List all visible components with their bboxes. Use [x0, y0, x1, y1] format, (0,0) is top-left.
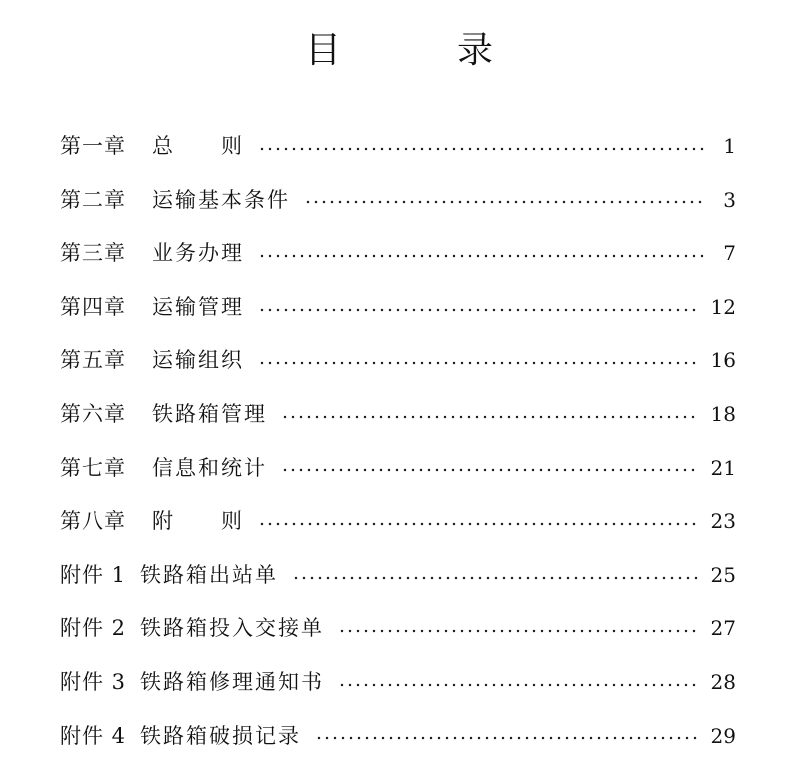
toc-entry-chapter-8[interactable]	[60, 495, 736, 549]
toc-entry-name: 铁路箱出站单	[140, 562, 279, 587]
toc-entry-chapter-2[interactable]	[60, 174, 736, 228]
dot-leader	[281, 415, 699, 419]
toc-entry-label: 第八章	[60, 509, 126, 534]
toc-entry-name: 运输管理	[152, 294, 244, 319]
toc-entry-page: 25	[710, 562, 736, 587]
toc-entry-page: 18	[710, 401, 736, 426]
toc-entry-label: 附件 1	[60, 562, 127, 587]
dot-leader	[258, 308, 699, 312]
toc-entry-name: 铁路箱修理通知书	[140, 669, 325, 694]
toc-entry-page: 21	[710, 455, 736, 480]
toc-entry-name: 信息和统计	[152, 455, 267, 480]
toc-entry-chapter-3[interactable]	[60, 227, 736, 281]
toc-entry-chapter-1[interactable]	[60, 120, 736, 174]
toc-entry-page: 27	[710, 616, 736, 641]
toc-entry-page: 16	[710, 348, 736, 373]
dot-leader	[258, 147, 704, 151]
toc-entry-chapter-7[interactable]	[60, 442, 736, 496]
toc-entry-label: 第二章	[60, 187, 126, 212]
dot-leader	[304, 200, 704, 204]
dot-leader	[258, 522, 699, 526]
toc-entry-appendix-2[interactable]	[60, 602, 736, 656]
dot-leader	[281, 468, 699, 472]
toc-entry-chapter-4[interactable]	[60, 281, 736, 335]
toc-entry-appendix-3[interactable]	[60, 656, 736, 710]
toc-entry-name: 铁路箱管理	[152, 401, 267, 426]
toc-entry-chapter-5[interactable]	[60, 334, 736, 388]
dot-leader	[258, 361, 699, 365]
toc-entry-label: 第四章	[60, 294, 126, 319]
dot-leader	[338, 683, 699, 687]
toc-entry-label: 第一章	[60, 134, 126, 158]
toc-entry-name: 铁路箱投入交接单	[140, 616, 325, 641]
toc-entry-label: 附件 4	[60, 723, 127, 748]
toc-entry-name: 总 则	[152, 134, 244, 158]
dot-leader	[292, 576, 699, 580]
toc-entry-name: 铁路箱破损记录	[140, 723, 302, 748]
toc-entry-page: 7	[723, 241, 736, 266]
toc-entry-label: 附件 2	[60, 616, 127, 641]
toc-entry-label: 附件 3	[60, 669, 127, 694]
dot-leader	[258, 254, 704, 258]
toc-entry-appendix-4[interactable]	[60, 710, 736, 763]
dot-leader	[338, 629, 699, 633]
toc-entry-appendix-1[interactable]	[60, 549, 736, 603]
toc-entry-page: 1	[723, 134, 736, 158]
toc-entry-name: 运输基本条件	[152, 187, 290, 212]
page-title: 目 录	[304, 30, 495, 71]
toc-entry-label: 第五章	[60, 348, 126, 373]
toc-entry-name: 附 则	[152, 509, 244, 534]
toc-entry-label: 第七章	[60, 455, 126, 480]
toc-entry-label: 第六章	[60, 401, 126, 426]
toc-entry-page: 23	[710, 509, 736, 534]
toc-entry-label: 第三章	[60, 241, 126, 266]
toc-entry-page: 12	[710, 294, 736, 319]
table-of-contents	[60, 120, 736, 763]
toc-entry-chapter-6[interactable]	[60, 388, 736, 442]
dot-leader	[315, 736, 699, 740]
toc-entry-page: 3	[723, 187, 736, 212]
toc-entry-name: 业务办理	[152, 241, 244, 266]
toc-entry-page: 29	[710, 723, 736, 748]
toc-entry-name: 运输组织	[152, 348, 244, 373]
toc-entry-page: 28	[710, 669, 736, 694]
